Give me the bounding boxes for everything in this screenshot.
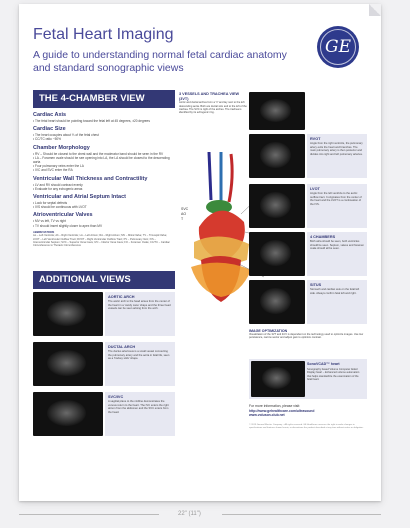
section-line: • Look for septal defects (33, 201, 68, 206)
sonovcad-text: Sonography based Volume Computer Aided Display heart – Enhanced volume automation that helps standardize the examination of the fetal heart. (307, 368, 360, 382)
caption-text: The aortic arch to the head arises from the center of the heart in a 'candy cane' shape and the three head vessels can be seen arising from the arch. (108, 300, 171, 310)
logo-text: GE (325, 37, 351, 57)
size-rule-right (222, 514, 381, 515)
caption-text: Both atria should be seen, both ventricles should be seen. Septum, valves and foramen ovale should all be seen. (310, 240, 364, 250)
voluson-link[interactable]: www.voluson.club.net (249, 413, 285, 418)
rvot-caption (307, 134, 367, 178)
aorta-vessel (229, 154, 232, 202)
situs-ultrasound-image (249, 280, 305, 324)
ductal-arch-caption (105, 342, 175, 386)
size-label: 22" (11") (178, 511, 201, 517)
section-heading: Cardiac Axis (33, 112, 67, 118)
note-title: IMAGE OPTIMIZATION (249, 329, 288, 333)
more-info-prompt: For more information, please visit: (249, 404, 301, 408)
sonovcad-box (249, 359, 367, 399)
section-line: • The fetal heart should be pointing toward the fetal left at 45 degrees, ±20 degrees (33, 119, 150, 123)
caption-title: DUCTAL ARCH (108, 345, 136, 349)
section-line: • LA – Foramen ovale should be see opening into LA, the LA should be closest to the descending aorta (33, 155, 170, 165)
caption-text: Stomach and cardiac axis on the fetal left side. Always confirm fetal left and right. (310, 288, 360, 295)
caption-title: 4 CHAMBERS (310, 235, 336, 239)
section-line: • LV and RV should contract evenly (33, 182, 83, 187)
gehealthcare-link[interactable]: http://www.gehealthcare.com/ultrasound (249, 408, 315, 413)
four-chamber-ultrasound-image (249, 232, 305, 276)
ductal-arch-ultrasound-image (33, 342, 103, 386)
four-chamber-text (33, 112, 173, 248)
caption-title: LVOT (310, 187, 320, 191)
caption-title: AORTIC ARCH (108, 295, 135, 299)
section-line: • IVC and SVC enter the RA (33, 168, 73, 173)
section-line: • CC/TC ratio ~50% (33, 137, 61, 142)
label-t: T (181, 217, 184, 221)
situs-plane (191, 263, 251, 297)
caption-text: Angle from the right ventricle, the pulmonary artery exits the heart and branches. The main pulmonary artery is then posterior and divides into right and left pulmonary arteries. (310, 142, 363, 156)
section-heading: Ventricular and Atrial Septum Intact (33, 194, 127, 201)
svc-ivc-ultrasound-image (33, 392, 103, 436)
section-heading: Cardiac Size (33, 126, 66, 133)
size-rule-left (19, 514, 159, 515)
page-curl (369, 4, 381, 16)
abbreviations (33, 231, 173, 248)
poster (19, 4, 381, 501)
section-heading: Atrioventricular Valves (33, 212, 93, 219)
caption-text: A sagittal plane to the midline demonstrates the venous return to the heart. The IVC enters the right atrium from the abdomen and the SVC enters from the head. (108, 400, 169, 414)
section-line: • TV should insert slightly closer to apex than MV (33, 223, 103, 228)
lvot-ultrasound-image (249, 184, 305, 228)
aortic-arch-ultrasound-image (33, 292, 103, 336)
abbr-text: Ao – Left Ventricle; Ab – Right Ventricle; LA – Left Atrium; RA – Right Atrium; MV – Mitral Valve; TV – Tricuspid Valve; LVOT – Left Ventricular Outflow Tract; RVOT – Right Ventricular Outflow Tract; PV – Pulmonary Vein; IVS – Interventricular Septum; SVC – Superior Vena Cava; IVC – Inferior Vena Cava; FO – Foramen Ovale; CC/TC – Cardiac Circumference to Thoracic Circumference (33, 234, 170, 248)
label-svc: SVC (181, 207, 189, 211)
label-ao: AO (181, 212, 187, 216)
section-line: • Four pulmonary veins enter the LA (33, 164, 84, 169)
3vt-heading: 3 VESSELS AND TRACHEA VIEW (3VT) (179, 92, 240, 101)
lvot-caption (307, 184, 367, 228)
section-cardiac-size (33, 126, 173, 141)
caption-title: SVC/IVC (108, 395, 124, 399)
3vt-text: Aortic and ductal arches form a 'V' and lay next to the left descending aorta. Both are ductal size and to the left of the trachea. The SVC is right of the arches. The trachea is identified by its echogenic ring. (179, 101, 247, 115)
caption-text: Angle from the left ventricle to the aortic outflow tract. It originates from the center of the heart and the LVOT is a continuation of the IVS. (310, 192, 362, 206)
four-chamber-caption (307, 232, 367, 276)
legal-text: © 2013 General Electric Company – All rights reserved. GE Healthcare reserves the right to make changes in specifications and features shown herein, or discontinue the product described at any time without notice or obligation. (249, 424, 364, 429)
section-cardiac-axis (33, 112, 173, 123)
3vt-ultrasound-image (249, 92, 305, 130)
3vt-description (179, 92, 249, 115)
section-line: • The heart occupies about ⅓ of the fetal chest (33, 133, 99, 138)
caption-text: The ductus arteriosus is a small vessel connecting the pulmonary artery and the aorta in fetal life, seen as a 'hockey stick' shape. (108, 350, 170, 360)
additional-views-heading: ADDITIONAL VIEWS (33, 271, 175, 289)
section-line: • MV vs left, TV vs right (33, 219, 66, 224)
image-optimization-note (249, 329, 367, 340)
poster-title: Fetal Heart Imaging (33, 26, 174, 43)
section-line: • IVS should be continuous with LVOT (33, 205, 87, 210)
svc-vessel (209, 152, 211, 200)
poster-subtitle: A guide to understanding normal fetal cardiac anatomy and standard sonographic views (33, 49, 287, 74)
section-av-valves (33, 212, 173, 227)
four-chamber-heading: THE 4-CHAMBER VIEW (33, 90, 175, 108)
note-text: Visualization of the 3VT and 4CV is dependent on the technology used to optimize images. Use low persistence, narrow sector and adjust gain to optimize contrast. (249, 333, 364, 340)
section-heading: Chamber Morphology (33, 144, 90, 151)
situs-caption (307, 280, 367, 324)
section-septum (33, 194, 173, 209)
aortic-arch-caption (105, 292, 175, 336)
section-line: • RV – Should be closest to the chest wall and the moderator band should be seen in the RV (33, 151, 164, 156)
rvot-ultrasound-image (249, 134, 305, 178)
ge-logo-icon (317, 26, 359, 68)
caption-title: SITUS (310, 283, 322, 287)
sonovcad-title: SonoVCAD™ heart (307, 362, 340, 366)
section-chamber-morphology (33, 145, 173, 173)
abbr-title: ABBREVIATIONS (33, 230, 55, 234)
more-info (249, 404, 367, 418)
svc-ivc-caption (105, 392, 175, 436)
section-line: • Evaluate for any echogenic areas (33, 186, 83, 191)
caption-title: RVOT (310, 137, 321, 141)
section-heading: Ventricular Wall Thickness and Contractility (33, 175, 148, 182)
section-wall-thickness (33, 176, 173, 191)
sonovcad-ultrasound-image (251, 361, 305, 397)
